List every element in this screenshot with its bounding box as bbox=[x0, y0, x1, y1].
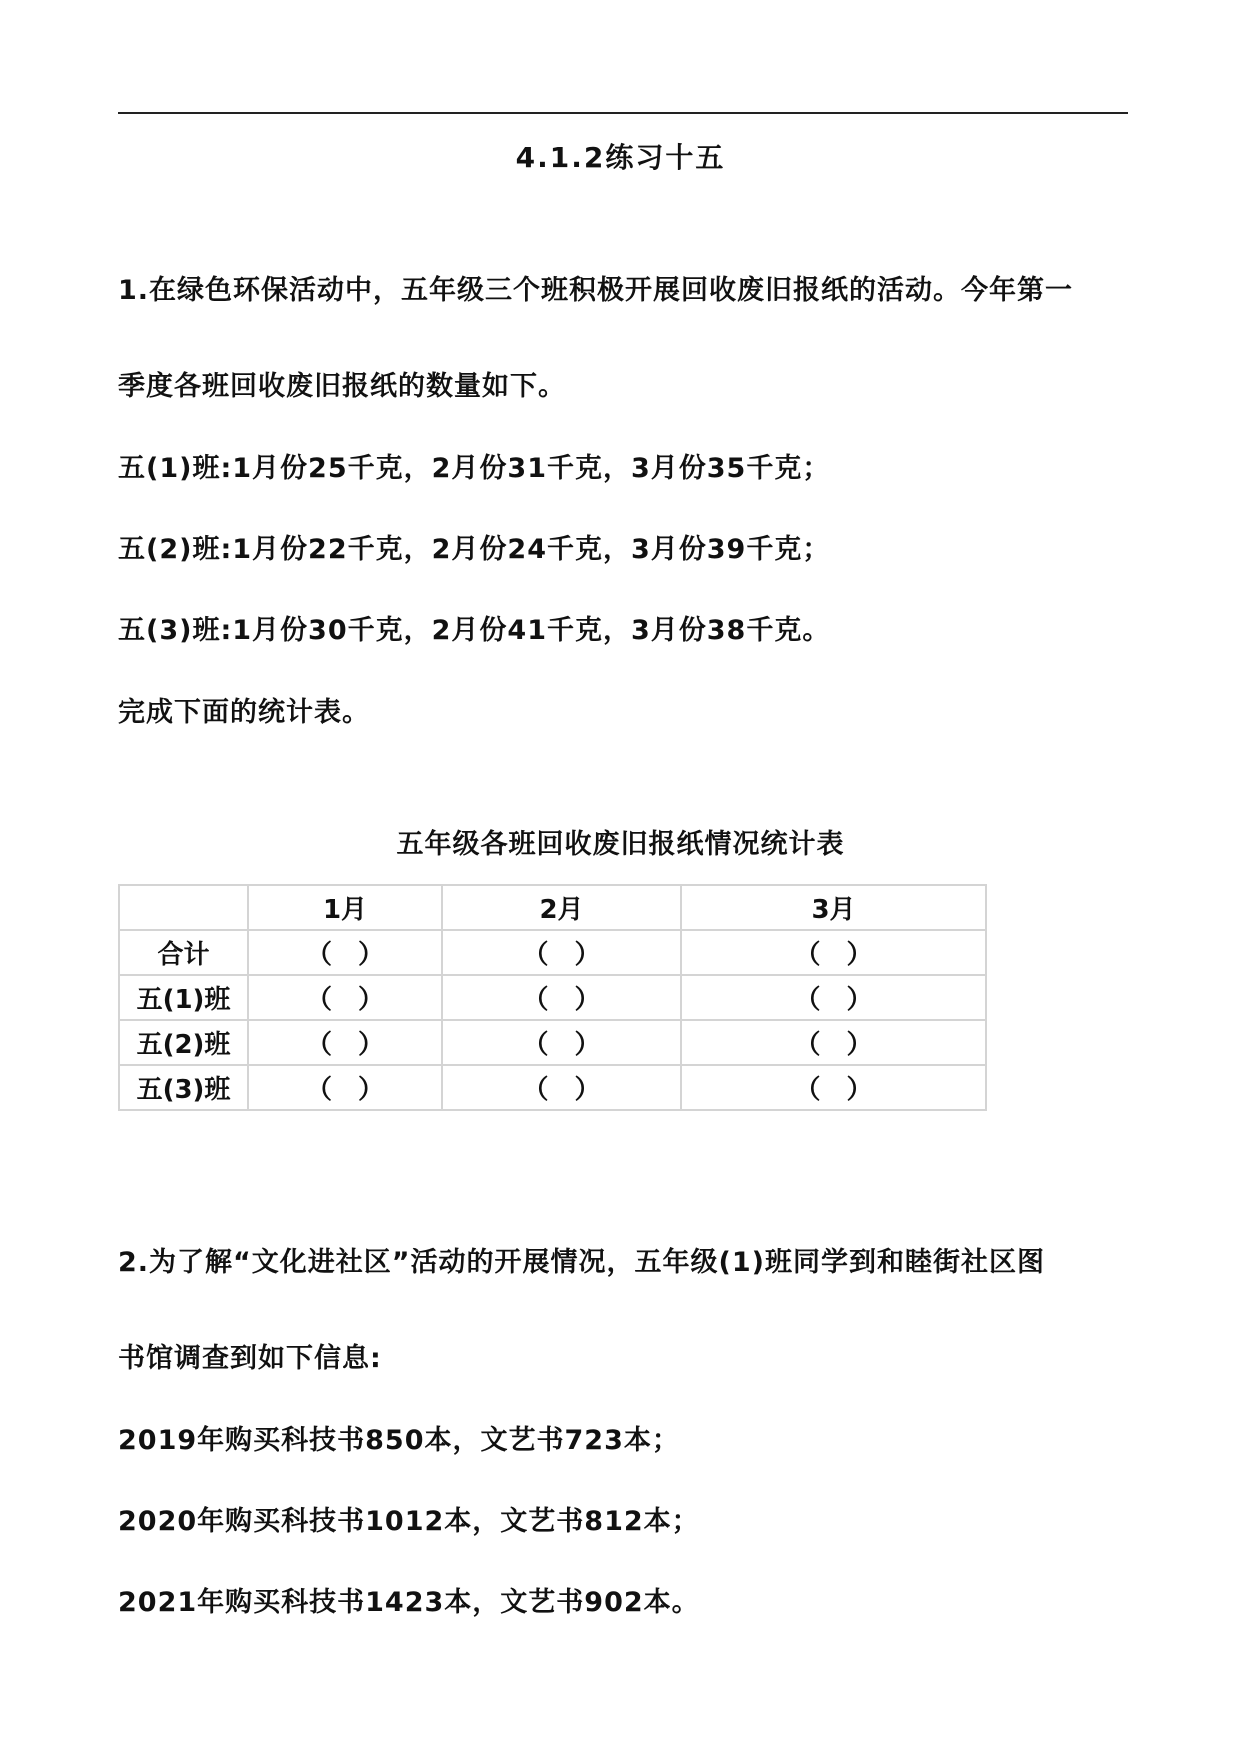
q1-class1-data: 五(1)班:1月份25千克，2月份31千克，3月份35千克； bbox=[118, 453, 831, 484]
header-cell-jan: 1月 bbox=[248, 885, 442, 930]
table-row-class3 bbox=[119, 1065, 986, 1110]
page-title: 4.1.2练习十五 bbox=[515, 141, 726, 174]
q2-data-2019: 2019年购买科技书850本，文艺书723本； bbox=[118, 1425, 680, 1456]
row-label: 五(3)班 bbox=[119, 1065, 248, 1110]
header-cell-mar: 3月 bbox=[681, 885, 986, 930]
blank-answer-cell[interactable]: （ ） bbox=[681, 1020, 986, 1065]
blank-answer-cell[interactable]: （ ） bbox=[442, 975, 681, 1020]
table-title: 五年级各班回收废旧报纸情况统计表 bbox=[396, 829, 845, 860]
header-rule bbox=[118, 112, 1128, 114]
q1-instruction: 完成下面的统计表。 bbox=[118, 697, 370, 728]
q1-text-line2: 季度各班回收废旧报纸的数量如下。 bbox=[118, 371, 566, 402]
q2-text-line2: 书馆调查到如下信息: bbox=[118, 1343, 382, 1374]
header-cell-feb: 2月 bbox=[442, 885, 681, 930]
q1-class2-data: 五(2)班:1月份22千克，2月份24千克，3月份39千克； bbox=[118, 534, 831, 565]
q2-data-2021: 2021年购买科技书1423本，文艺书902本。 bbox=[118, 1587, 700, 1618]
blank-answer-cell[interactable]: （ ） bbox=[681, 1065, 986, 1110]
blank-answer-cell[interactable]: （ ） bbox=[248, 1065, 442, 1110]
blank-answer-cell[interactable]: （ ） bbox=[681, 930, 986, 975]
blank-answer-cell[interactable]: （ ） bbox=[442, 1065, 681, 1110]
blank-answer-cell[interactable]: （ ） bbox=[248, 975, 442, 1020]
q1-class3-data: 五(3)班:1月份30千克，2月份41千克，3月份38千克。 bbox=[118, 615, 831, 646]
row-label: 合计 bbox=[119, 930, 248, 975]
row-label: 五(1)班 bbox=[119, 975, 248, 1020]
table-header-row bbox=[119, 885, 986, 930]
blank-answer-cell[interactable]: （ ） bbox=[681, 975, 986, 1020]
stats-table bbox=[118, 884, 987, 1111]
table-row-class1 bbox=[119, 975, 986, 1020]
table-row-class2 bbox=[119, 1020, 986, 1065]
blank-answer-cell[interactable]: （ ） bbox=[442, 1020, 681, 1065]
q1-text-line1: 1.在绿色环保活动中，五年级三个班积极开展回收废旧报纸的活动。今年第一 bbox=[118, 275, 1074, 306]
blank-answer-cell[interactable]: （ ） bbox=[442, 930, 681, 975]
blank-answer-cell[interactable]: （ ） bbox=[248, 930, 442, 975]
q2-data-2020: 2020年购买科技书1012本，文艺书812本； bbox=[118, 1506, 700, 1537]
row-label: 五(2)班 bbox=[119, 1020, 248, 1065]
q2-text-line1: 2.为了解“文化进社区”活动的开展情况，五年级(1)班同学到和睦街社区图 bbox=[118, 1247, 1045, 1278]
table-row-total bbox=[119, 930, 986, 975]
header-cell-corner bbox=[119, 885, 248, 930]
blank-answer-cell[interactable]: （ ） bbox=[248, 1020, 442, 1065]
